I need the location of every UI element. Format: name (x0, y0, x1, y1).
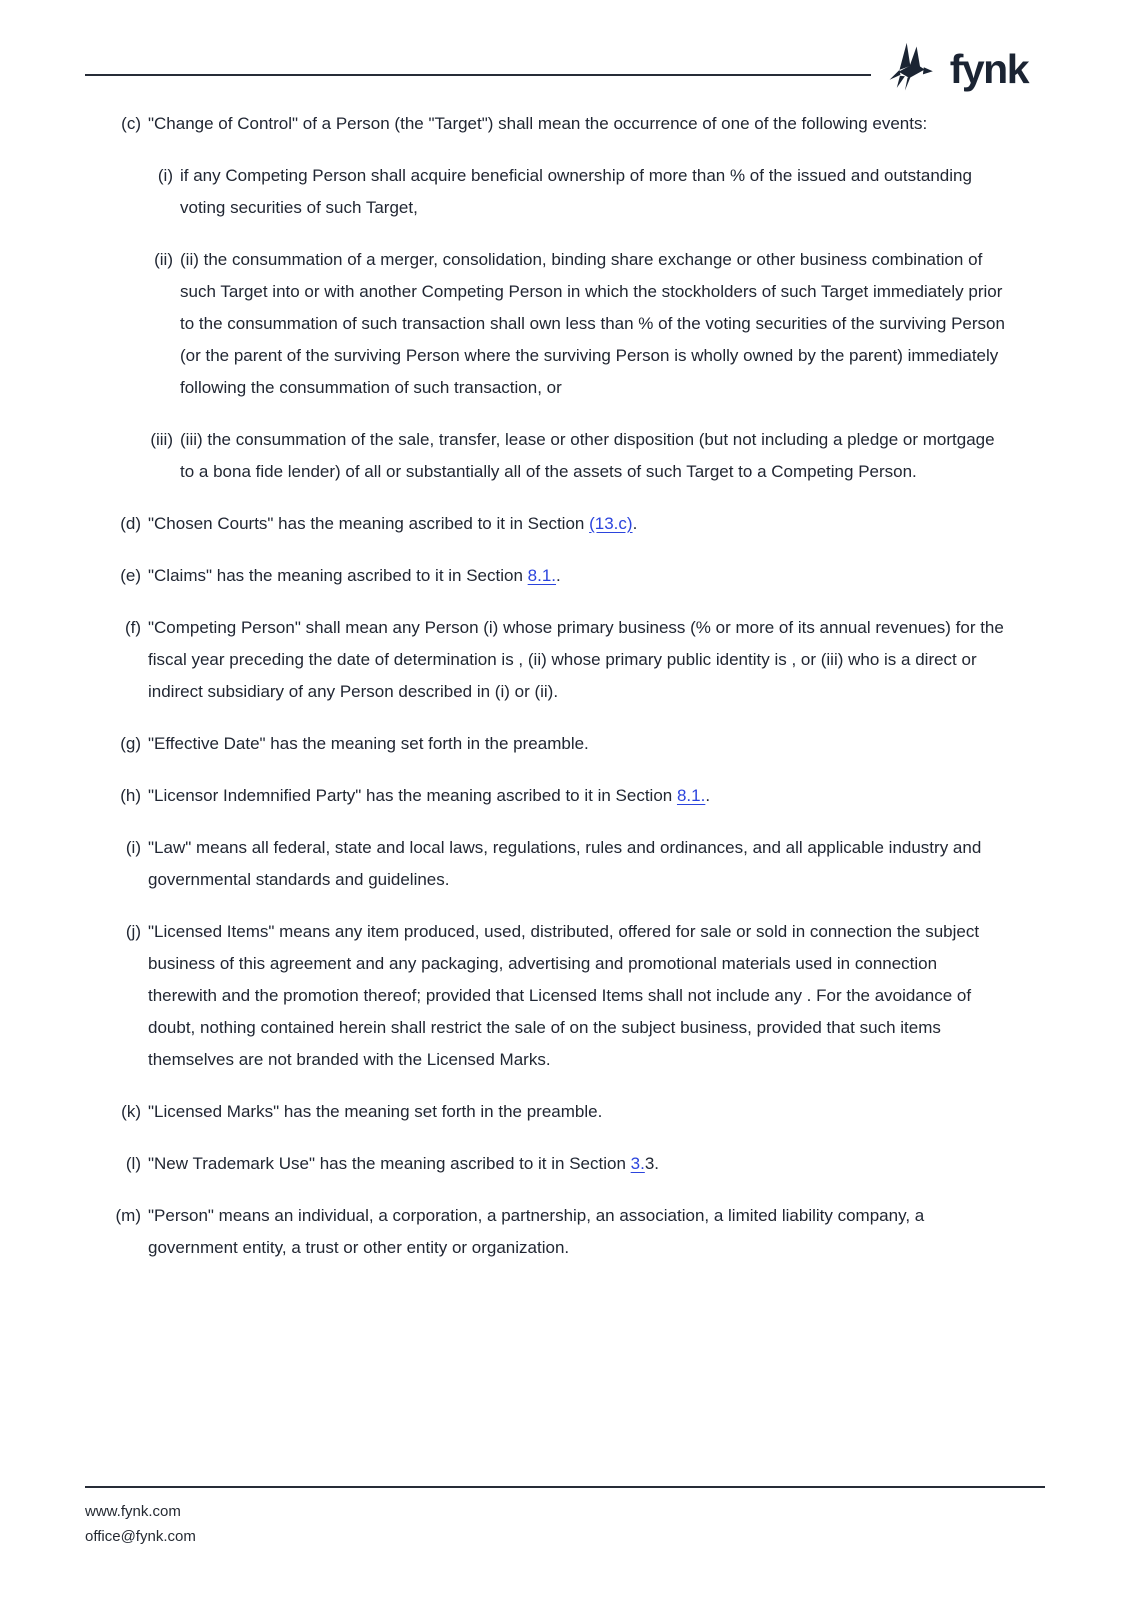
fynk-logo (886, 40, 1028, 98)
text-segment: "Change of Control" of a Person (the "Target") shall mean the occurrence of one of the following events: (148, 114, 928, 133)
definition-text (180, 160, 1010, 224)
text-segment: 3. (644, 1154, 660, 1173)
definition-item (85, 728, 1015, 760)
text-segment: "New Trademark Use" has the meaning ascribed to it in Section (148, 1154, 631, 1173)
definition-item (85, 508, 1015, 540)
definition-item (85, 780, 1015, 812)
definition-label: (iii) (150, 430, 173, 449)
definition-label: (j) (125, 922, 141, 941)
definition-text (148, 728, 589, 760)
definition-item (85, 832, 1015, 896)
text-segment: "Law" means all federal, state and local laws, regulations, rules and ordinances, and all applicable industry and governmental standards and guidelines. (148, 838, 982, 889)
text-segment: if any Competing Person shall acquire beneficial ownership of more than % of the issued and outstanding voting securities of such Target, (180, 166, 972, 217)
definition-label: (i) (125, 838, 141, 857)
definition-label: (c) (121, 114, 141, 133)
definition-label: (ii) (154, 250, 173, 269)
page-footer (85, 1486, 1045, 1549)
sub-definition-item (85, 424, 1015, 488)
text-segment: "Claims" has the meaning ascribed to it in Section (148, 566, 528, 585)
definitions-list (85, 108, 1015, 1284)
definition-text (148, 560, 561, 592)
section-link[interactable]: (13.c) (589, 514, 633, 533)
definition-text (180, 424, 1010, 488)
definition-item (85, 612, 1015, 708)
section-link[interactable]: 3. (630, 1154, 645, 1173)
definition-label: (k) (121, 1102, 141, 1121)
text-segment: "Licensed Items" means any item produced, used, distributed, offered for sale or sold in connection the subject business of this agreement and any packaging, advertising and promotional materials used in connection therewith and the promotion thereof; provided that Licensed Items shall not include any . For the avoidance of doubt, nothing contained herein shall restrict the sale of on the subject business, provided that such items themselves are not branded with the Licensed Marks. (148, 922, 980, 1069)
definition-text (148, 832, 1010, 896)
definition-text (180, 244, 1010, 404)
definition-text (148, 508, 637, 540)
fynk-logo-text: fynk (949, 45, 1028, 92)
text-segment: . (632, 514, 638, 533)
definition-label: (d) (120, 514, 141, 533)
definition-label: (i) (157, 166, 173, 185)
definition-label: (f) (124, 618, 141, 637)
definition-text (148, 916, 1010, 1076)
section-link[interactable]: 8.1. (527, 566, 557, 585)
text-segment: (ii) the consummation of a merger, consolidation, binding share exchange or other business combination of such Target into or with another Competing Person in which the stockholders of such Target immediately prior to the consummation of such transaction shall own less than % of the voting securities of the surviving Person (or the parent of the surviving Person where the surviving Person is wholly owned by the parent) immediately following the consummation of such transaction, or (180, 250, 1005, 397)
text-segment: . (556, 566, 561, 585)
text-segment: . (705, 786, 711, 805)
sub-definition-item (85, 244, 1015, 404)
section-link[interactable]: 8.1. (676, 786, 706, 805)
header-rule (85, 74, 871, 76)
text-segment: "Licensor Indemnified Party" has the meaning ascribed to it in Section (148, 786, 677, 805)
definition-label: (m) (115, 1206, 141, 1225)
text-segment: "Chosen Courts" has the meaning ascribed to it in Section (148, 514, 590, 533)
definition-item (85, 108, 1015, 140)
definition-item (85, 560, 1015, 592)
definition-item (85, 916, 1015, 1076)
text-segment: "Effective Date" has the meaning set forth in the preamble. (148, 734, 589, 753)
footer-website: www.fynk.com (85, 1503, 181, 1520)
text-segment: "Competing Person" shall mean any Person (i) whose primary business (% or more of its annual revenues) for the fiscal year preceding the date of determination is , (ii) whose primary public identity is , or (iii) who is a direct or indirect subsidiary of any Person described in (i) or (ii). (148, 618, 1004, 701)
text-segment: "Licensed Marks" has the meaning set forth in the preamble. (148, 1102, 603, 1121)
footer-email: office@fynk.com (85, 1528, 196, 1545)
text-segment: (iii) the consummation of the sale, transfer, lease or other disposition (but not including a pledge or mortgage to a bona fide lender) of all or substantially all of the assets of such Target to a Competing Person. (180, 430, 995, 481)
definition-text (148, 108, 927, 140)
definition-item (85, 1148, 1015, 1180)
definition-text (148, 780, 710, 812)
text-segment: "Person" means an individual, a corporation, a partnership, an association, a limited liability company, a government entity, a trust or other entity or organization. (148, 1206, 925, 1257)
definition-text (148, 1200, 1010, 1264)
sub-definition-item (85, 160, 1015, 224)
origami-bird-icon (886, 40, 940, 98)
definition-item (85, 1096, 1015, 1128)
definition-label: (g) (120, 734, 141, 753)
definition-label: (l) (125, 1154, 141, 1173)
definition-text (148, 1148, 659, 1180)
definition-label: (e) (120, 566, 141, 585)
definition-label: (h) (120, 786, 141, 805)
definition-item (85, 1200, 1015, 1264)
definition-text (148, 1096, 602, 1128)
definition-text (148, 612, 1010, 708)
